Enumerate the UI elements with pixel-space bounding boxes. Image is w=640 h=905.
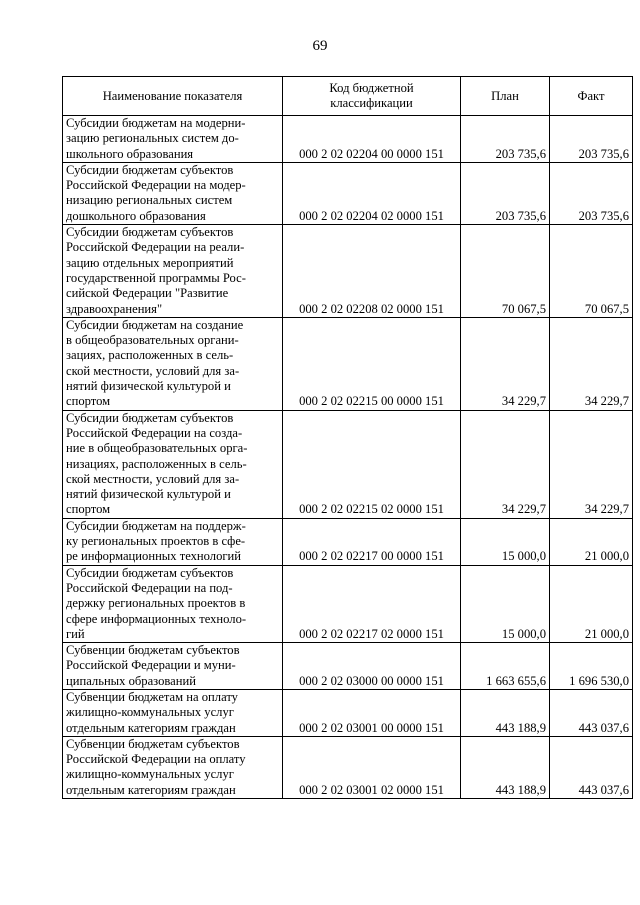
row-fact-value: 21 000,0 <box>550 518 633 565</box>
table-row <box>63 410 633 518</box>
row-budget-code: 000 2 02 03000 00 0000 151 <box>283 643 461 690</box>
row-fact-value: 21 000,0 <box>550 565 633 642</box>
row-plan-value: 203 735,6 <box>461 162 550 224</box>
table-row <box>63 643 633 690</box>
row-indicator-name: Субсидии бюджетам субъектов Российской Федерации на под- держку региональных проектов в сфере информационных техноло- гий <box>63 565 283 642</box>
table-row <box>63 162 633 224</box>
row-fact-value: 443 037,6 <box>550 689 633 736</box>
row-fact-value: 70 067,5 <box>550 225 633 318</box>
row-indicator-name: Субсидии бюджетам на модерни- зацию региональных систем до- школьного образования <box>63 116 283 163</box>
table-row <box>63 736 633 798</box>
row-fact-value: 1 696 530,0 <box>550 643 633 690</box>
row-indicator-name: Субвенции бюджетам субъектов Российской Федерации и муни- ципальных образований <box>63 643 283 690</box>
row-budget-code: 000 2 02 02217 00 0000 151 <box>283 518 461 565</box>
row-plan-value: 443 188,9 <box>461 689 550 736</box>
row-budget-code: 000 2 02 02208 02 0000 151 <box>283 225 461 318</box>
row-indicator-name: Субсидии бюджетам субъектов Российской Федерации на созда- ние в общеобразовательных орга- низациях, расположенных в сель- ской местности, условий для за- нятий физической культурой и спортом <box>63 410 283 518</box>
table-row <box>63 225 633 318</box>
row-indicator-name: Субсидии бюджетам субъектов Российской Федерации на реали- зацию отдельных мероприятий государственной программы Рос- сийской Федерации "Развитие здравоохранения" <box>63 225 283 318</box>
table-row <box>63 116 633 163</box>
row-plan-value: 15 000,0 <box>461 518 550 565</box>
row-fact-value: 203 735,6 <box>550 116 633 163</box>
row-budget-code: 000 2 02 03001 02 0000 151 <box>283 736 461 798</box>
row-plan-value: 1 663 655,6 <box>461 643 550 690</box>
row-indicator-name: Субвенции бюджетам субъектов Российской Федерации на оплату жилищно-коммунальных услуг отдельным категориям граждан <box>63 736 283 798</box>
table-row <box>63 518 633 565</box>
header-plan: План <box>461 77 550 116</box>
header-budget-code: Код бюджетной классификации <box>283 77 461 116</box>
row-plan-value: 15 000,0 <box>461 565 550 642</box>
header-fact: Факт <box>550 77 633 116</box>
row-budget-code: 000 2 02 02204 02 0000 151 <box>283 162 461 224</box>
row-budget-code: 000 2 02 02215 00 0000 151 <box>283 317 461 410</box>
row-indicator-name: Субсидии бюджетам на создание в общеобразовательных органи- зациях, расположенных в сель- ской местности, условий для за- нятий физической культурой и спортом <box>63 317 283 410</box>
row-budget-code: 000 2 02 02217 02 0000 151 <box>283 565 461 642</box>
row-fact-value: 34 229,7 <box>550 317 633 410</box>
page-number: 69 <box>312 38 328 54</box>
row-plan-value: 443 188,9 <box>461 736 550 798</box>
row-plan-value: 203 735,6 <box>461 116 550 163</box>
row-budget-code: 000 2 02 02215 02 0000 151 <box>283 410 461 518</box>
row-indicator-name: Субсидии бюджетам на поддерж- ку региональных проектов в сфе- ре информационных технологий <box>63 518 283 565</box>
row-budget-code: 000 2 02 03001 00 0000 151 <box>283 689 461 736</box>
row-fact-value: 203 735,6 <box>550 162 633 224</box>
table-header-row <box>63 77 633 116</box>
row-indicator-name: Субвенции бюджетам на оплату жилищно-коммунальных услуг отдельным категориям граждан <box>63 689 283 736</box>
table-row <box>63 689 633 736</box>
row-plan-value: 34 229,7 <box>461 410 550 518</box>
header-indicator-name: Наименование показателя <box>63 77 283 116</box>
row-indicator-name: Субсидии бюджетам субъектов Российской Федерации на модер- низацию региональных систем дошкольного образования <box>63 162 283 224</box>
row-fact-value: 443 037,6 <box>550 736 633 798</box>
table-row <box>63 565 633 642</box>
table-row <box>63 317 633 410</box>
row-fact-value: 34 229,7 <box>550 410 633 518</box>
row-budget-code: 000 2 02 02204 00 0000 151 <box>283 116 461 163</box>
budget-table <box>62 76 633 799</box>
row-plan-value: 34 229,7 <box>461 317 550 410</box>
row-plan-value: 70 067,5 <box>461 225 550 318</box>
